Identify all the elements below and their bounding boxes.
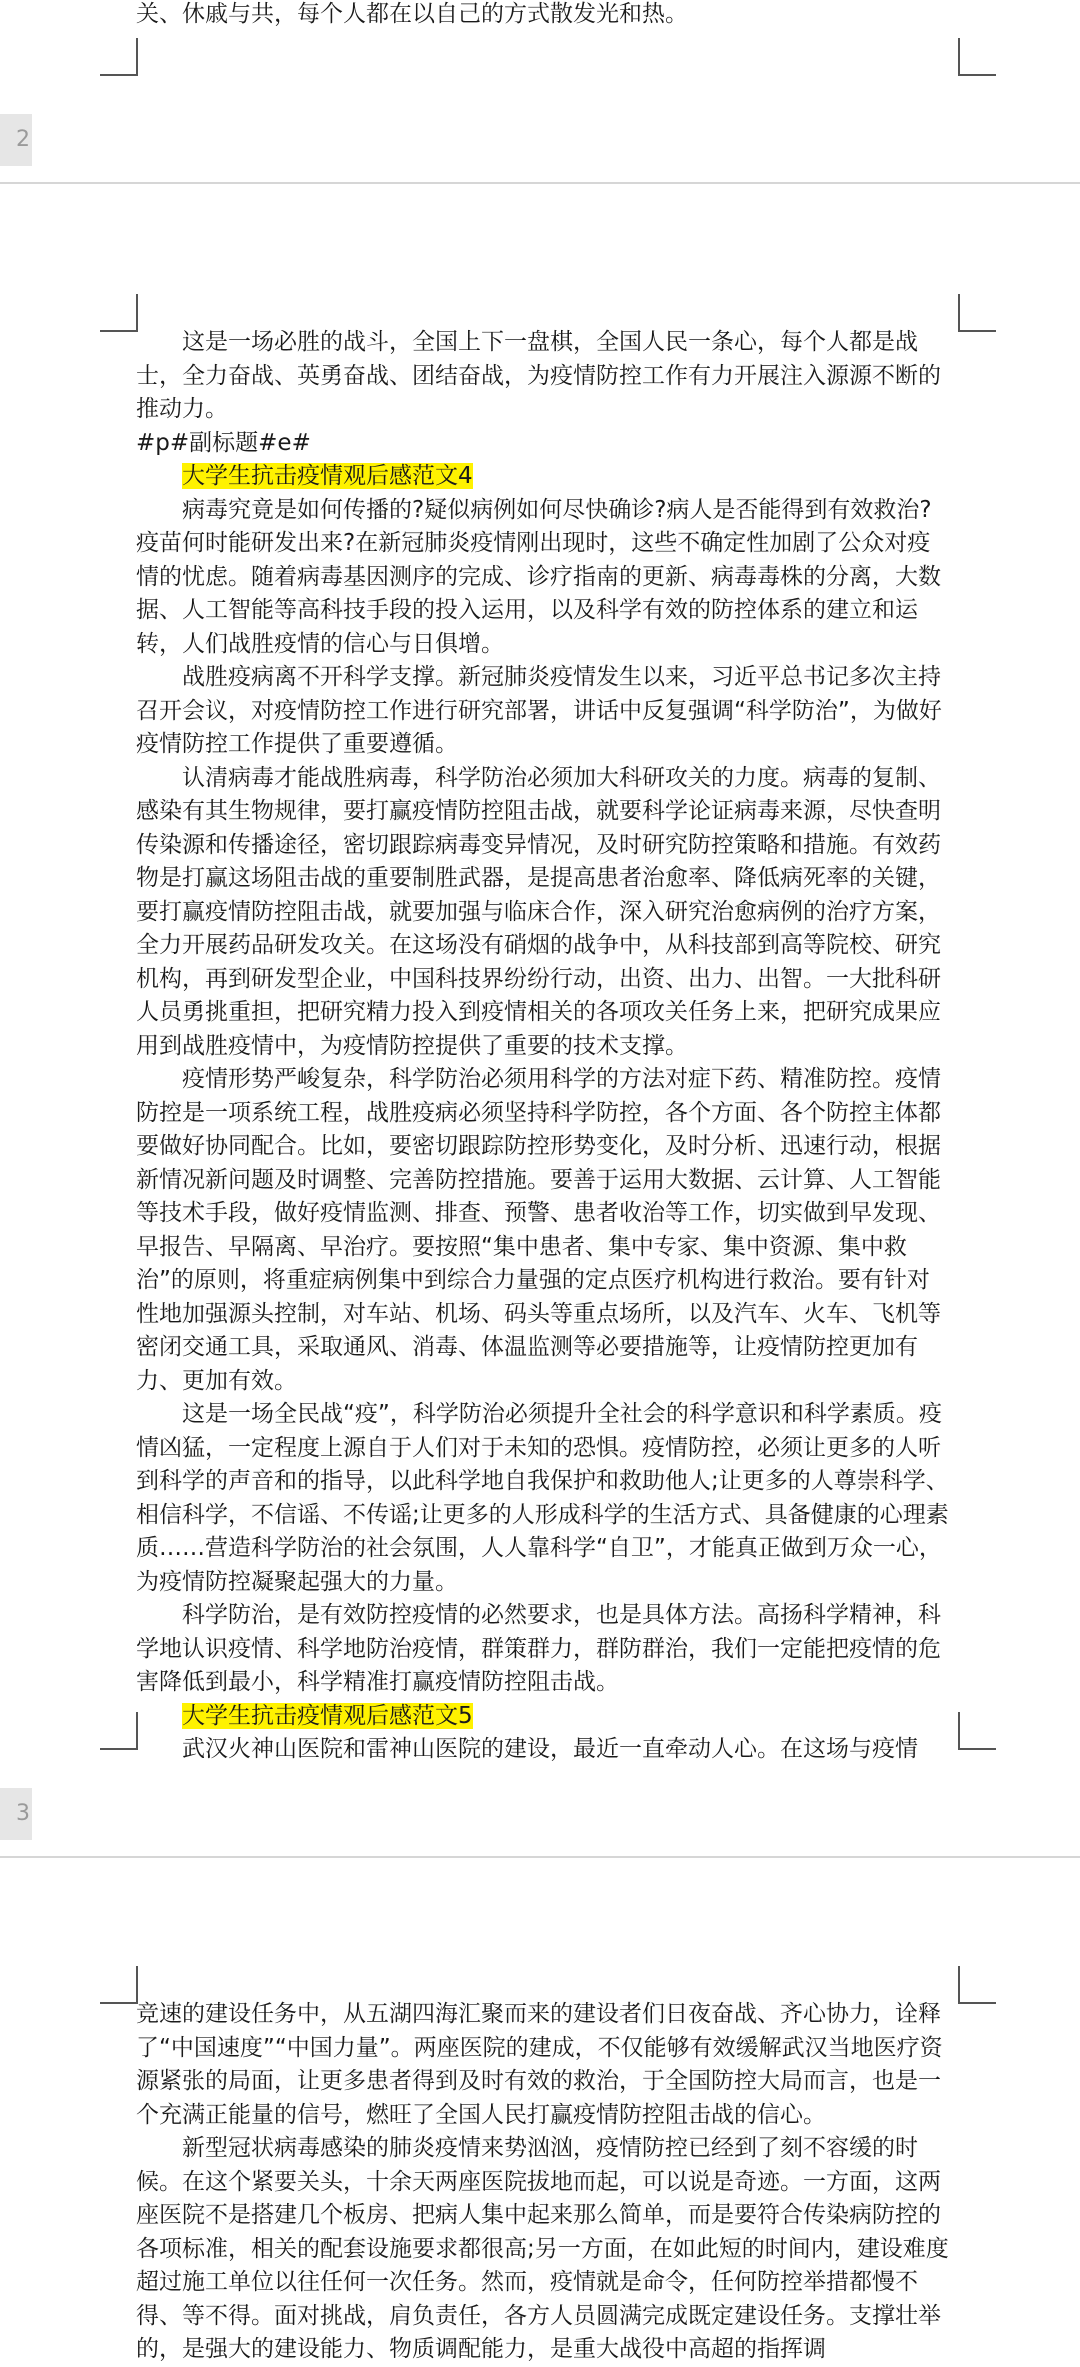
crop-mark-bottom-left [100, 38, 138, 76]
paragraph: 疫情形势严峻复杂，科学防治必须用科学的方法对症下药、精准防控。疫情防控是一项系统工程，战胜疫病必须坚持科学防控，各个方面、各个防控主体都要做好协同配合。比如，要密切跟踪防控形势变化，及时分析、迅速行动，根据新情况新问题及时调整、完善防控措施。要善于运用大数据、云计算、人工智能等技术手段，做好疫情监测、排查、预警、患者收治等工作，切实做到早发现、早报告、早隔离、早治疗。要按照“集中患者、集中专家、集中资源、集中救治”的原则，将重症病例集中到综合力量强的定点医疗机构进行救治。要有针对性地加强源头控制，对车站、机场、码头等重点场所，以及汽车、火车、飞机等密闭交通工具，采取通风、消毒、体温监测等必要措施等，让疫情防控更加有力、更加有效。 [136, 1066, 941, 1394]
section-heading [136, 1700, 952, 1734]
paragraph: 病毒究竟是如何传播的?疑似病例如何尽快确诊?病人是否能得到有效救治?疫苗何时能研发出来?在新冠肺炎疫情刚出现时，这些不确定性加剧了公众对疫情的忧虑。随着病毒基因测序的完成、诊疗指南的更新、病毒毒株的分离，大数据、人工智能等高科技手段的投入运用，以及科学有效的防控体系的建立和运转，人们战胜疫情的信心与日俱增。 [136, 496, 941, 657]
section-heading [136, 460, 952, 494]
page-3-body [136, 326, 952, 1767]
paragraph: 竞速的建设任务中，从五湖四海汇聚而来的建设者们日夜奋战、齐心协力，诠释了“中国速度”“中国力量”。两座医院的建成，不仅能够有效缓解武汉当地医疗资源紧张的局面，让更多患者得到及时有效的救治，于全国防控大局而言，也是一个充满正能量的信号，燃旺了全国人民打赢疫情防控阻击战的信心。 [136, 2001, 943, 2128]
paragraph: 新型冠状病毒感染的肺炎疫情来势汹汹，疫情防控已经到了刻不容缓的时候。在这个紧要关头，十余天两座医院拔地而起，可以说是奇迹。一方面，这两座医院不是搭建几个板房、把病人集中起来那么简单，而是要符合传染病防控的各项标准，相关的配套设施要求都很高;另一方面，在如此短的时间内，建设难度超过施工单位以往任何一次任务。然而，疫情就是命令，任何防控举措都慢不得、等不得。面对挑战，肩负责任，各方人员圆满完成既定建设任务。支撑壮举的，是强大的建设能力、物质调配能力，是重大战役中高超的指挥调 [136, 2135, 949, 2362]
crop-mark-top-right [958, 1966, 996, 2004]
subtitle-marker: #p#副标题#e# [136, 429, 311, 456]
crop-mark-top-left [100, 294, 138, 332]
page-4-body [136, 1998, 952, 2367]
page-number-badge: 2 [0, 114, 32, 166]
crop-mark-bottom-right [958, 1712, 996, 1750]
crop-mark-bottom-left [100, 1712, 138, 1750]
paragraph: 武汉火神山医院和雷神山医院的建设，最近一直牵动人心。在这场与疫情 [182, 1736, 918, 1762]
paragraph: 这是一场必胜的战斗，全国上下一盘棋，全国人民一条心，每个人都是战士，全力奋战、英勇奋战、团结奋战，为疫情防控工作有力开展注入源源不断的推动力。 [136, 329, 941, 422]
crop-mark-top-right [958, 294, 996, 332]
paragraph: 科学防治，是有效防控疫情的必然要求，也是具体方法。高扬科学精神，科学地认识疫情、科学地防治疫情，群策群力，群防群治，我们一定能把疫情的危害降低到最小，科学精准打赢疫情防控阻击战。 [136, 1602, 941, 1695]
paragraph: 这是一场全民战“疫”，科学防治必须提升全社会的科学意识和科学素质。疫情凶猛，一定程度上源自于人们对于未知的恐惧。疫情防控，必须让更多的人听到科学的声音和的指导，以此科学地自我保护和救助他人;让更多的人尊崇科学、相信科学，不信谣、不传谣;让更多的人形成科学的生活方式、具备健康的心理素质……营造科学防治的社会氛围，人人靠科学“自卫”，才能真正做到万众一心，为疫情防控凝聚起强大的力量。 [136, 1401, 949, 1595]
paragraph: 关、休戚与共，每个人都在以自己的方式散发光和热。 [136, 1, 688, 27]
page-separator [0, 1856, 1080, 1858]
page-number-badge: 3 [0, 1788, 32, 1840]
highlighted-heading-text: 大学生抗击疫情观后感范文5 [182, 1702, 473, 1729]
paragraph: 战胜疫病离不开科学支撑。新冠肺炎疫情发生以来，习近平总书记多次主持召开会议，对疫情防控工作进行研究部署，讲话中反复强调“科学防治”，为做好疫情防控工作提供了重要遵循。 [136, 664, 942, 757]
crop-mark-top-left [100, 1966, 138, 2004]
crop-mark-bottom-right [958, 38, 996, 76]
paragraph: 认清病毒才能战胜病毒，科学防治必须加大科研攻关的力度。病毒的复制、感染有其生物规律，要打赢疫情防控阻击战，就要科学论证病毒来源，尽快查明传染源和传播途径，密切跟踪病毒变异情况，及时研究防控策略和措施。有效药物是打赢这场阻击战的重要制胜武器，是提高患者治愈率、降低病死率的关键，要打赢疫情防控阻击战，就要加强与临床合作，深入研究治愈病例的治疗方案，全力开展药品研发攻关。在这场没有硝烟的战争中，从科技部到高等院校、研究机构，再到研发型企业，中国科技界纷纷行动，出资、出力、出智。一大批科研人员勇挑重担，把研究精力投入到疫情相关的各项攻关任务上来，把研究成果应用到战胜疫情中，为疫情防控提供了重要的技术支撑。 [136, 764, 941, 1059]
highlighted-heading-text: 大学生抗击疫情观后感范文4 [182, 463, 473, 489]
page-2-tail-text [136, 0, 952, 32]
page-separator [0, 182, 1080, 184]
